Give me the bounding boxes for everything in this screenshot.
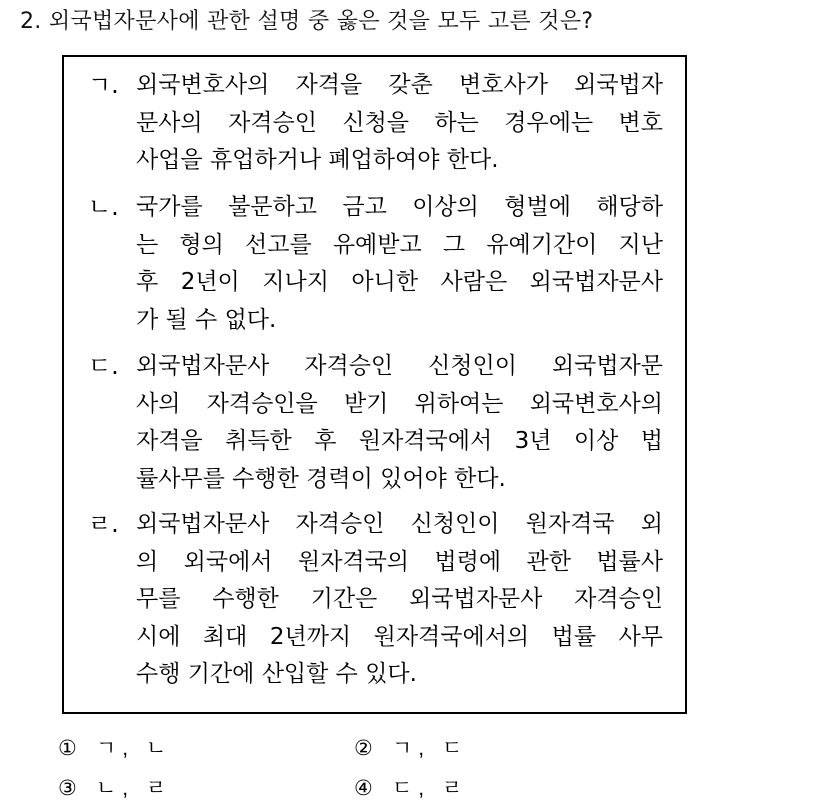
statements-box bbox=[62, 55, 687, 714]
question-number: 2. bbox=[20, 9, 42, 34]
statement-line: 자격을 취득한 후 원자격국에서 3년 이상 법 bbox=[136, 428, 663, 455]
statement-body bbox=[136, 348, 663, 498]
choice-number: ③ bbox=[58, 777, 77, 800]
choice-answer: ㄷ, ㄹ bbox=[392, 777, 469, 800]
choice-number: ④ bbox=[354, 777, 373, 800]
answer-choices bbox=[58, 730, 658, 808]
statement-line: 국가를 불문하고 금고 이상의 형벌에 해당하 bbox=[136, 194, 663, 220]
choice-1[interactable] bbox=[58, 730, 172, 768]
statement-body bbox=[136, 67, 663, 180]
choice-answer: ㄱ, ㄷ bbox=[392, 737, 469, 760]
statement-marker: ㄹ. bbox=[88, 510, 119, 538]
statement-line: 외국법자문사 자격승인 신청인이 외국법자문 bbox=[136, 353, 663, 379]
statement-line: 가 될 수 없다. bbox=[136, 306, 277, 333]
statement-line: 사의 자격승인을 받기 위하여는 외국변호사의 bbox=[136, 390, 663, 417]
statement-marker: ㄱ. bbox=[88, 71, 119, 99]
statement-line: 는 형의 선고를 유예받고 그 유예기간이 지난 bbox=[136, 231, 663, 258]
statement-line: 률사무를 수행한 경력이 있어야 한다. bbox=[136, 465, 506, 492]
statement-line: 시에 최대 2년까지 원자격국에서의 법률 사무 bbox=[136, 623, 663, 650]
statement-marker: ㄴ. bbox=[88, 193, 119, 221]
choice-answer: ㄱ, ㄴ bbox=[96, 737, 173, 760]
statement-line: 외국변호사의 자격을 갖춘 변호사가 외국법자 bbox=[136, 72, 663, 98]
statement-line: 의 외국에서 원자격국의 법령에 관한 법률사 bbox=[136, 548, 663, 575]
statement-line: 사업을 휴업하거나 폐업하여야 한다. bbox=[136, 147, 499, 174]
statement-line: 무를 수행한 기간은 외국법자문사 자격승인 bbox=[136, 586, 663, 613]
statement-body bbox=[136, 189, 663, 339]
statement-body bbox=[136, 506, 663, 694]
statement-line: 문사의 자격승인 신청을 하는 경우에는 변호 bbox=[136, 109, 663, 136]
choice-answer: ㄴ, ㄹ bbox=[96, 777, 173, 800]
choice-number: ① bbox=[58, 737, 77, 760]
choice-3[interactable] bbox=[58, 770, 172, 808]
statement-line: 외국법자문사 자격승인 신청인이 원자격국 외 bbox=[136, 511, 663, 537]
statement-marker: ㄷ. bbox=[88, 352, 119, 380]
question-text: 외국법자문사에 관한 설명 중 옳은 것을 모두 고른 것은? bbox=[48, 9, 594, 34]
question-stem bbox=[20, 4, 593, 40]
choice-number: ② bbox=[354, 737, 373, 760]
choice-4[interactable] bbox=[354, 770, 468, 808]
statement-line: 수행 기간에 산입할 수 있다. bbox=[136, 661, 417, 688]
statement-line: 후 2년이 지나지 아니한 사람은 외국법자문사 bbox=[136, 269, 663, 296]
choice-2[interactable] bbox=[354, 730, 468, 768]
